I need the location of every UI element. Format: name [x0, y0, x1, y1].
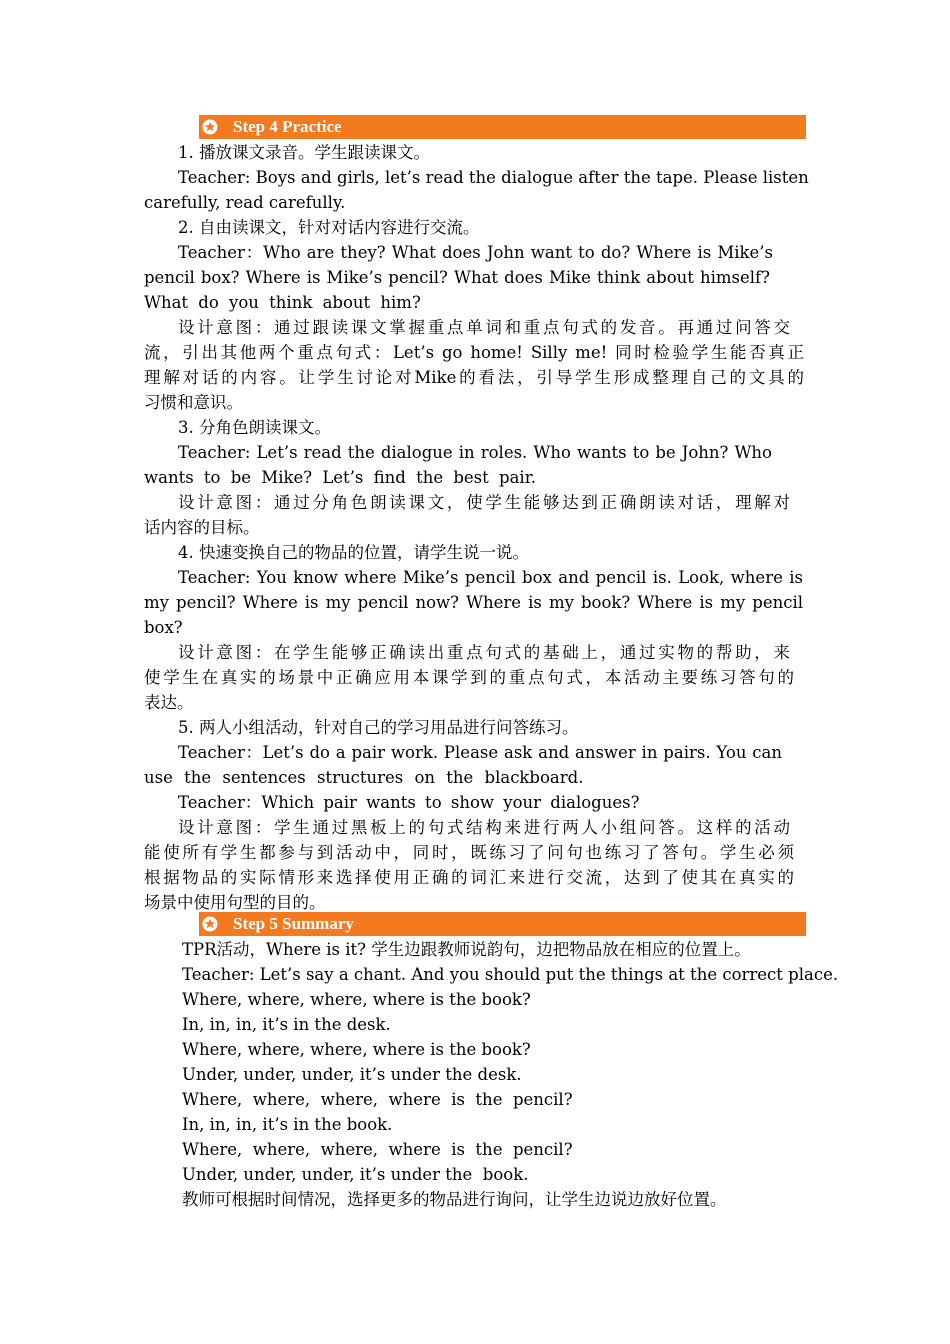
- chant-line: Where, where, where, where is the pencil?: [182, 1090, 573, 1109]
- text-line: carefully, read carefully.: [144, 193, 346, 212]
- chant-line: Under, under, under, it’s under the desk.: [182, 1065, 522, 1084]
- step4-header: [199, 115, 806, 139]
- text-line: 设计意图：通过跟读课文掌握重点单词和重点句式的发音。再通过问答交: [178, 318, 790, 337]
- text-line: 教师可根据时间情况，选择更多的物品进行询问，让学生边说边放好位置。: [182, 1190, 727, 1209]
- text-line: my pencil? Where is my pencil now? Where is my book? Where is my pencil: [144, 593, 803, 612]
- text-line: 能使所有学生都参与到活动中，同时，既练习了问句也练习了答句。学生必须: [144, 843, 794, 862]
- text-line: What do you think about him?: [144, 293, 421, 312]
- step5-title: Step 5 Summary: [233, 914, 354, 933]
- text-line: 使学生在真实的场景中正确应用本课学到的重点句式，本活动主要练习答句的: [144, 668, 794, 687]
- star-badge-icon: [202, 916, 218, 932]
- text-line: 设计意图：通过分角色朗读课文，使学生能够达到正确朗读对话，理解对: [178, 493, 790, 512]
- chant-line: Where, where, where, where is the book?: [182, 1040, 531, 1059]
- text-line: 2. 自由读课文，针对对话内容进行交流。: [178, 218, 480, 237]
- star-badge-icon: [202, 119, 218, 135]
- chant-line: Under, under, under, it’s under the book.: [182, 1165, 529, 1184]
- text-line: 根据物品的实际情形来选择使用正确的词汇来进行交流，达到了使其在真实的: [144, 868, 794, 887]
- step5-header: [199, 912, 806, 936]
- text-line: Teacher: Boys and girls, let’s read the dialogue after the tape. Please listen: [178, 168, 809, 187]
- text-line: 3. 分角色朗读课文。: [178, 418, 331, 437]
- text-line: Teacher: Let’s say a chant. And you should put the things at the correct place.: [182, 965, 839, 984]
- text-line: 场景中使用句型的目的。: [144, 893, 326, 912]
- chant-line: Where, where, where, where is the book?: [182, 990, 531, 1009]
- text-line: Teacher：Which pair wants to show your dialogues?: [178, 793, 640, 812]
- text-line: use the sentences structures on the blackboard.: [144, 768, 584, 787]
- text-line: Teacher: Let’s read the dialogue in roles. Who wants to be John? Who: [178, 443, 772, 462]
- text-line: 理解对话的内容。让学生讨论对Mike的看法，引导学生形成整理自己的文具的: [144, 368, 804, 387]
- text-line: Teacher: You know where Mike’s pencil box and pencil is. Look, where is: [178, 568, 803, 587]
- text-line: 1. 播放课文录音。学生跟读课文。: [178, 143, 430, 162]
- text-line: wants to be Mike? Let’s find the best pair.: [144, 468, 537, 487]
- text-line: 设计意图：学生通过黑板上的句式结构来进行两人小组问答。这样的活动: [178, 818, 790, 837]
- step4-title: Step 4 Practice: [233, 117, 342, 136]
- chant-line: In, in, in, it’s in the desk.: [182, 1015, 391, 1034]
- text-line: Teacher：Who are they? What does John want to do? Where is Mike’s: [178, 243, 773, 262]
- text-line: 设计意图：在学生能够正确读出重点句式的基础上，通过实物的帮助，来: [178, 643, 790, 662]
- text-line: 5. 两人小组活动，针对自己的学习用品进行问答练习。: [178, 718, 579, 737]
- text-line: box?: [144, 618, 183, 637]
- chant-line: Where, where, where, where is the pencil?: [182, 1140, 573, 1159]
- text-line: 习惯和意识。: [144, 393, 243, 412]
- text-line: Teacher：Let’s do a pair work. Please ask and answer in pairs. You can: [178, 743, 782, 762]
- chant-line: In, in, in, it’s in the book.: [182, 1115, 393, 1134]
- text-line: TPR活动，Where is it? 学生边跟教师说韵句，边把物品放在相应的位置上。: [182, 940, 751, 959]
- text-line: pencil box? Where is Mike’s pencil? What does Mike think about himself?: [144, 268, 770, 287]
- text-line: 话内容的目标。: [144, 518, 260, 537]
- text-line: 流，引出其他两个重点句式：Let’s go home! Silly me! 同时检验学生能否真正: [144, 343, 804, 362]
- text-line: 表达。: [144, 693, 194, 712]
- text-line: 4. 快速变换自己的物品的位置，请学生说一说。: [178, 543, 529, 562]
